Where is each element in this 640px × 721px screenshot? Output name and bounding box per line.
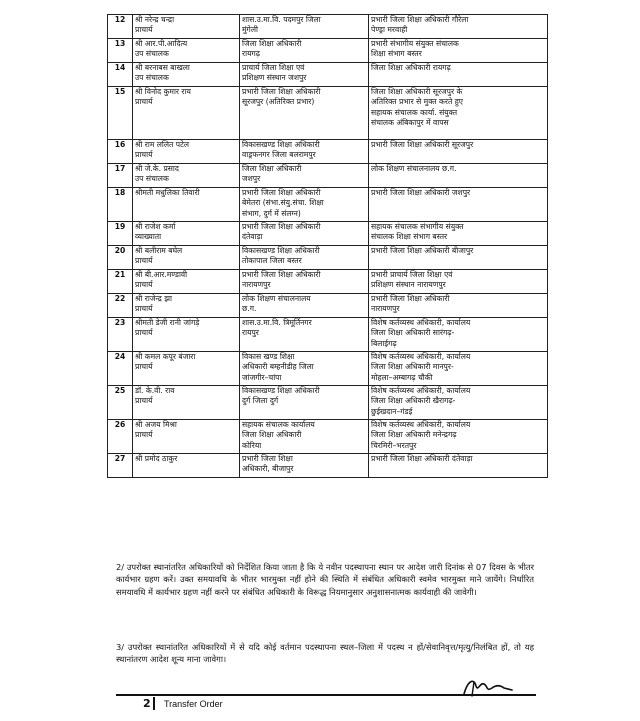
current-posting: प्राचार्य जिला शिक्षा एवं प्रशिक्षण संस्थान जशपुर — [240, 63, 369, 87]
new-posting: प्रभारी जिला शिक्षा अधिकारी नारायणपुर — [369, 294, 548, 318]
current-posting: शास.उ.मा.वि. पदमपुर जिला मुंगेली — [240, 15, 369, 39]
table-row — [108, 222, 548, 246]
officer-name: डॉ. के.वी. राव प्राचार्य — [133, 386, 240, 420]
current-posting: शास.उ.मा.वि. त्रिमूर्तिनगर रायपुर — [240, 318, 369, 352]
row-number: 17 — [108, 164, 133, 188]
row-number: 26 — [108, 420, 133, 454]
officer-name: श्री राजेश कर्मा व्याख्याता — [133, 222, 240, 246]
table-row — [108, 87, 548, 140]
new-posting: विशेष कर्तव्यस्थ अधिकारी, कार्यालय जिला शिक्षा अधिकारी सारंगढ़- बिलाईगढ़ — [369, 318, 548, 352]
table-row — [108, 352, 548, 386]
table-row — [108, 294, 548, 318]
row-number: 24 — [108, 352, 133, 386]
new-posting: प्रभारी जिला शिक्षा अधिकारी सूरजपुर — [369, 140, 548, 164]
new-posting: जिला शिक्षा अधिकारी रायगढ़ — [369, 63, 548, 87]
row-number: 22 — [108, 294, 133, 318]
table-row — [108, 454, 548, 478]
table-row — [108, 246, 548, 270]
officer-name: श्री राजेन्द्र झा प्राचार्य — [133, 294, 240, 318]
current-posting: प्रभारी जिला शिक्षा अधिकारी बेमेतरा (संभा.संयु.संचा. शिक्षा संभाग, दुर्ग में संलग्न) — [240, 188, 369, 222]
new-posting: विशेष कर्तव्यस्थ अधिकारी, कार्यालय जिला शिक्षा अधिकारी मानपुर- मोहला–अम्बागढ़ चौकी — [369, 352, 548, 386]
new-posting: प्रभारी जिला शिक्षा अधिकारी बीजापुर — [369, 246, 548, 270]
new-posting: जिला शिक्षा अधिकारी सूरजपुर के अतिरिक्त प्रभार से मुक्त करते हुए सहायक संचालक कार्या. संयुक्त संचालक अंबिकापुर में वापस — [369, 87, 548, 140]
table-row — [108, 386, 548, 420]
current-posting: विकासखण्ड शिक्षा अधिकारी वाड्रफनगर जिला बलरामपुर — [240, 140, 369, 164]
footer-label: Transfer Order — [164, 699, 223, 709]
officer-name: श्री राम ललित पटेल प्राचार्य — [133, 140, 240, 164]
row-number: 20 — [108, 246, 133, 270]
new-posting: प्रभारी जिला शिक्षा अधिकारी गौरेला पेण्ड्रा मरवाही — [369, 15, 548, 39]
current-posting: जिला शिक्षा अधिकारी रायगढ़ — [240, 39, 369, 63]
officer-name: श्री बलीराम बघेल प्राचार्य — [133, 246, 240, 270]
officer-name: श्री बी.आर.मण्डावी प्राचार्य — [133, 270, 240, 294]
officer-name: श्री जे.के. प्रसाद उप संचालक — [133, 164, 240, 188]
officer-name: श्रीमती मधुलिका तिवारी — [133, 188, 240, 222]
officer-name: श्रीमती डेजी रानी जांगड़े प्राचार्य — [133, 318, 240, 352]
transfer-table-body — [108, 15, 548, 478]
page-number: 2 — [143, 697, 151, 710]
table-row — [108, 39, 548, 63]
table-row — [108, 270, 548, 294]
new-posting: विशेष कर्तव्यस्थ अधिकारी, कार्यालय जिला शिक्षा अधिकारी मनेन्द्रगढ़ चिरमिरी–भरतपुर — [369, 420, 548, 454]
officer-name: श्री बरनाबस बाखला उप संचालक — [133, 63, 240, 87]
row-number: 16 — [108, 140, 133, 164]
officer-name: श्री नरेन्द्र चन्द्रा प्राचार्य — [133, 15, 240, 39]
row-number: 18 — [108, 188, 133, 222]
row-number: 13 — [108, 39, 133, 63]
row-number: 15 — [108, 87, 133, 140]
table-row — [108, 63, 548, 87]
officer-name: श्री अजय मिश्रा प्राचार्य — [133, 420, 240, 454]
row-number: 21 — [108, 270, 133, 294]
officer-name: श्री आर.पी.आदित्य उप संचालक — [133, 39, 240, 63]
new-posting: प्रभारी जिला शिक्षा अधिकारी जशपुर — [369, 188, 548, 222]
row-number: 23 — [108, 318, 133, 352]
current-posting: प्रभारी जिला शिक्षा अधिकारी नारायणपुर — [240, 270, 369, 294]
table-row — [108, 420, 548, 454]
new-posting: सहायक संचालक संभागीय संयुक्त संचालक शिक्षा संभाग बस्तर — [369, 222, 548, 246]
footer-separator — [153, 697, 155, 710]
current-posting: विकास खण्ड शिक्षा अधिकारी बम्हनीडीह जिला जांजगीर–चांपा — [240, 352, 369, 386]
table-row — [108, 164, 548, 188]
table-row — [108, 318, 548, 352]
current-posting: प्रभारी जिला शिक्षा अधिकारी सूरजपुर (अतिरिक्त प्रभार) — [240, 87, 369, 140]
table-row — [108, 188, 548, 222]
row-number: 19 — [108, 222, 133, 246]
current-posting: विकासखण्ड शिक्षा अधिकारी दुर्ग जिला दुर्ग — [240, 386, 369, 420]
officer-name: श्री कमल कपूर बंजारा प्राचार्य — [133, 352, 240, 386]
table-row — [108, 140, 548, 164]
new-posting: विशेष कर्तव्यस्थ अधिकारी, कार्यालय जिला शिक्षा अधिकारी खैरागढ़- छुईखदान–गंडई — [369, 386, 548, 420]
current-posting: जिला शिक्षा अधिकारी जशपुर — [240, 164, 369, 188]
current-posting: लोक शिक्षण संचालनालय छ.ग. — [240, 294, 369, 318]
row-number: 14 — [108, 63, 133, 87]
row-number: 25 — [108, 386, 133, 420]
row-number: 27 — [108, 454, 133, 478]
current-posting: प्रभारी जिला शिक्षा अधिकारी दंतेवाड़ा — [240, 222, 369, 246]
paragraph-joining-instruction: 2/ उपरोक्त स्थानांतरित अधिकारियों को निर्देशित किया जाता है कि ये नवीन पदस्थापना स्थान पर आदेश जारी दिनांक से 07 दिवस के भीतर कार्यभार ग्रहण करें। उक्त समयावधि के भीतर भारमुक्त नहीं होने की स्थिति में संबंधित अधिकारी स्वमेव भारमुक्त माने जायेंगे। निर्धारित समयावधि में कार्यभार ग्रहण नहीं करने पर संबंधित अधिकारी के विरूद्ध नियमानुसार अनुशासनात्मक कार्यवाही की जावेगी। — [116, 562, 534, 597]
new-posting: प्रभारी जिला शिक्षा अधिकारी दंतेवाड़ा — [369, 454, 548, 478]
new-posting: प्रभारी प्राचार्य जिला शिक्षा एवं प्रशिक्षण संस्थान नारायणपुर — [369, 270, 548, 294]
transfer-table — [107, 14, 548, 478]
current-posting: सहायक संचालक कार्यालय जिला शिक्षा अधिकारी कोरिया — [240, 420, 369, 454]
officer-name: श्री प्रमोद ठाकुर — [133, 454, 240, 478]
table-row — [108, 15, 548, 39]
footer-rule — [116, 694, 536, 696]
paragraph-void-clause: 3/ उपरोक्त स्थानांतरित अधिकारियों में से यदि कोई वर्तमान पदस्थापना स्थल–जिला में पदस्थ न हों/सेवानिवृत्त/मृत्यु/निलंबित हों, तो यह स्थानांतरण आदेश शून्य माना जावेगा। — [116, 642, 534, 665]
new-posting: प्रभारी संभागीय संयुक्त संचालक शिक्षा संभाग बस्तर — [369, 39, 548, 63]
officer-name: श्री विनोद कुमार राय प्राचार्य — [133, 87, 240, 140]
row-number: 12 — [108, 15, 133, 39]
current-posting: विकासखण्ड शिक्षा अधिकारी तोकापाल जिला बस्तर — [240, 246, 369, 270]
current-posting: प्रभारी जिला शिक्षा अधिकारी, बीजापुर — [240, 454, 369, 478]
new-posting: लोक शिक्षण संचालनालय छ.ग. — [369, 164, 548, 188]
